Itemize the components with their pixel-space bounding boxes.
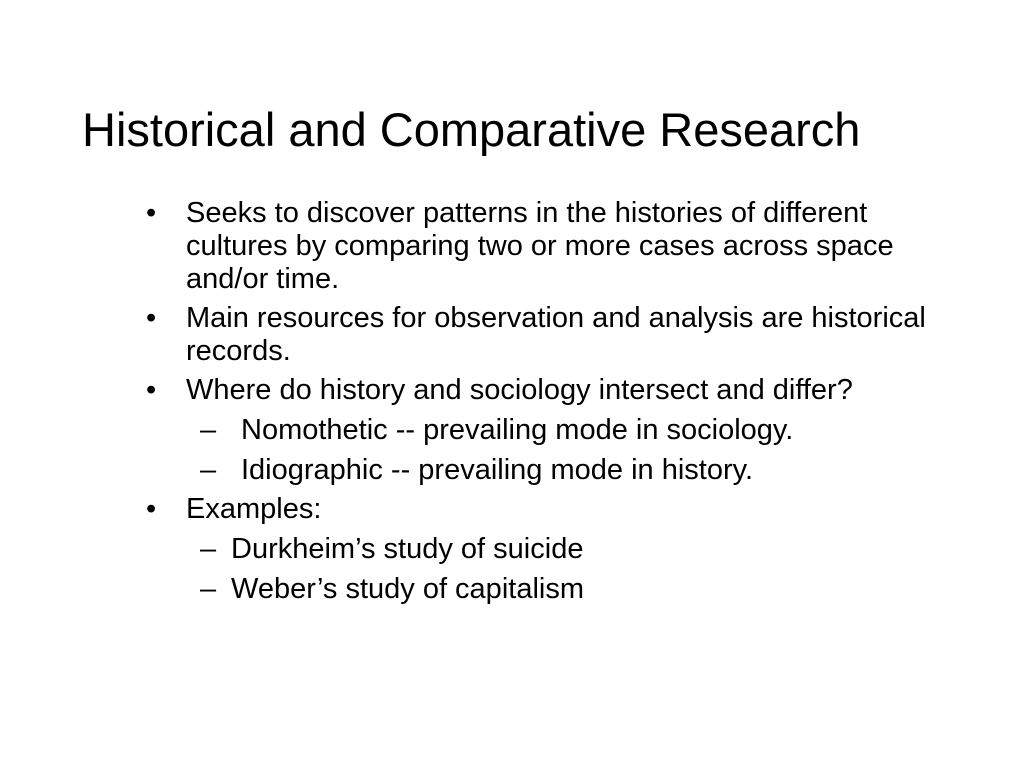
bullet-text: Main resources for observation and analysis are historical records.	[186, 302, 926, 367]
bullet-list	[145, 197, 965, 606]
dash-marker: –	[200, 414, 217, 446]
sub-bullet-text: Idiographic -- prevailing mode in history.	[241, 454, 754, 486]
bullet-marker: •	[146, 197, 157, 229]
bullet-text: Where do history and sociology intersect and differ?	[186, 374, 853, 406]
sub-bullet-item	[145, 573, 965, 606]
sub-bullet-item	[145, 533, 965, 566]
bullet-text: Examples:	[186, 493, 322, 525]
bullet-marker: •	[146, 374, 157, 406]
slide-title: Historical and Comparative Research	[82, 103, 861, 156]
sub-bullet-text: Nomothetic -- prevailing mode in sociology.	[241, 414, 794, 446]
bullet-marker: •	[146, 302, 157, 334]
bullet-item	[145, 197, 965, 296]
bullet-text: Seeks to discover patterns in the histories of different cultures by comparing two or more cases across space and/or time.	[186, 197, 894, 295]
dash-marker: –	[200, 573, 217, 605]
sub-bullet-item	[145, 414, 965, 447]
bullet-item	[145, 493, 965, 526]
dash-marker: –	[200, 454, 217, 486]
bullet-marker: •	[146, 493, 157, 525]
sub-bullet-text: Durkheim’s study of suicide	[231, 533, 584, 565]
sub-bullet-text: Weber’s study of capitalism	[231, 573, 584, 605]
bullet-item	[145, 374, 965, 407]
sub-bullet-item	[145, 454, 965, 487]
dash-marker: –	[200, 533, 217, 565]
bullet-item	[145, 302, 965, 368]
